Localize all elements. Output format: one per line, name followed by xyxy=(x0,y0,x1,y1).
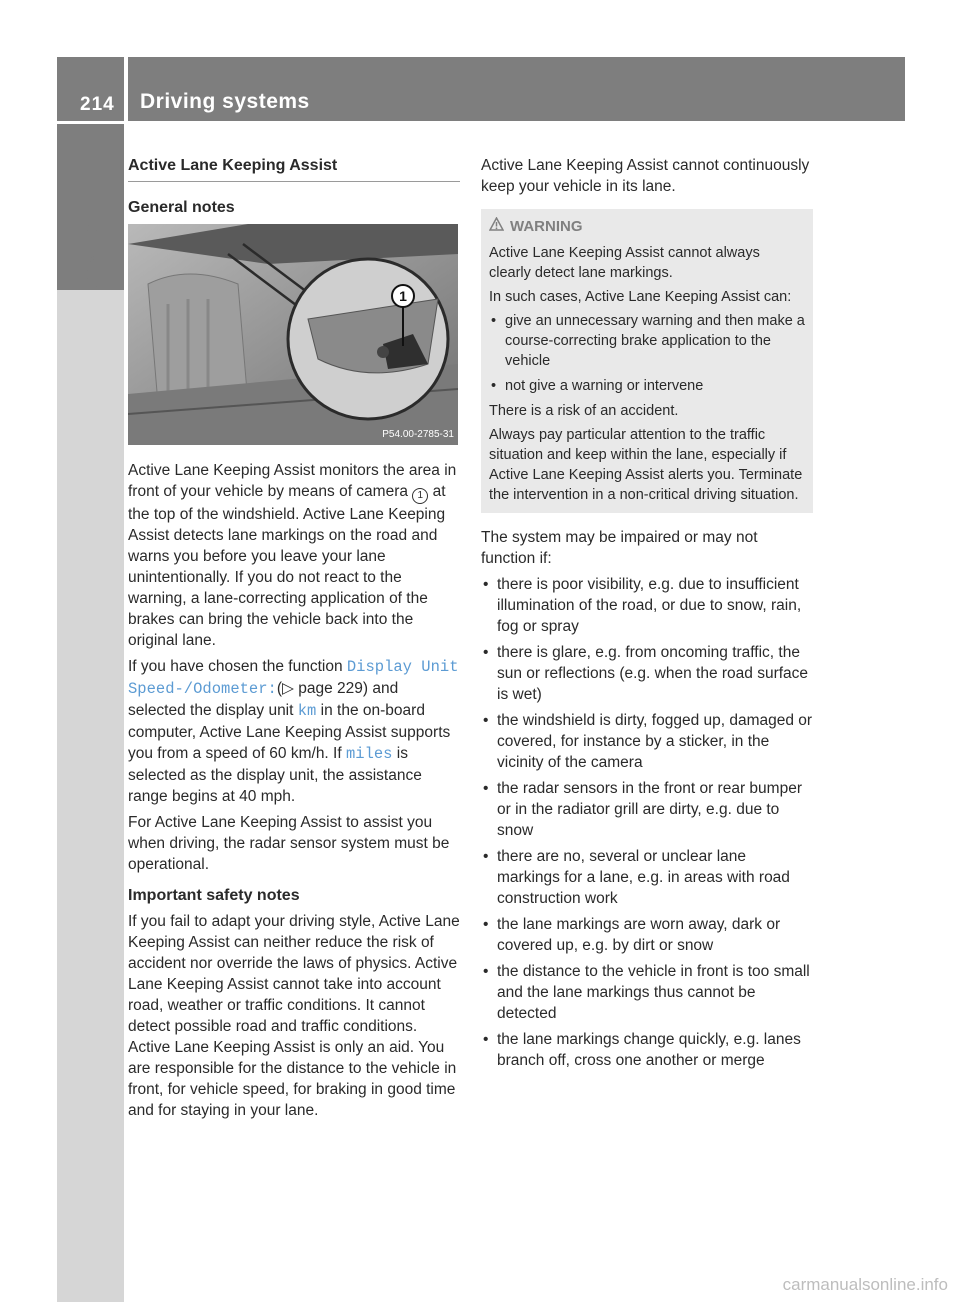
warning-text-4: Always pay particular attention to the traffic situation and keep within the lane, especially if Active Lane Keeping Assist alerts you. Terminate the intervention in a non-critical driving situation. xyxy=(489,427,803,503)
callout-1-icon: 1 xyxy=(412,488,428,504)
paragraph-intro: Active Lane Keeping Assist monitors the area in front of your vehicle by means of camera 1 at the top of the windshield. Active Lane Keeping Assist detects lane markings on the road and warns you before you leave your lane unintentionally. If you do not react to the warning, a lane-correcting application of the brakes can bring the vehicle back into the original lane. xyxy=(128,462,457,649)
list-item: • there are no, several or unclear lane markings for a lane, e.g. in areas with road construction work xyxy=(481,846,813,909)
subheading-general-notes: General notes xyxy=(128,199,235,216)
warning-text-1: Active Lane Keeping Assist cannot always clearly detect lane markings. xyxy=(489,245,760,281)
list-item: • the radar sensors in the front or rear bumper or in the radiator grill are dirty, e.g. due to snow xyxy=(481,778,813,841)
list-item: • not give a warning or intervene xyxy=(489,376,805,396)
section-title: Driving systems xyxy=(140,90,310,113)
camera-figure xyxy=(128,224,458,445)
subheading-safety: Important safety notes xyxy=(128,887,300,904)
warning-list xyxy=(489,311,805,396)
paragraph-impaired: The system may be impaired or may not function if: xyxy=(481,529,758,567)
paragraph-cannot-keep: Active Lane Keeping Assist cannot continuously keep your vehicle in its lane. xyxy=(481,157,810,195)
list-item: • there is poor visibility, e.g. due to insufficient illumination of the road, or due to snow, rain, fog or spray xyxy=(481,574,813,637)
warning-title: WARNING xyxy=(489,217,805,237)
page-number: 214 xyxy=(80,94,115,115)
footer-watermark: carmanualsonline.info xyxy=(782,1275,948,1294)
warning-box xyxy=(481,209,813,513)
left-column xyxy=(128,155,460,1126)
paragraph-safety: If you fail to adapt your driving style, Active Lane Keeping Assist can neither reduce the risk of accident nor override the laws of physics. Active Lane Keeping Assist cannot take into account road, weather or traffic conditions. It cannot detect possible road and traffic conditions. Active Lane Keeping Assist is only an aid. You are responsible for the distance to the vehicle in front, for vehicle speed, for braking in good time and for staying in your lane. xyxy=(128,913,460,1119)
impairment-list xyxy=(481,574,813,1071)
list-item: • the lane markings change quickly, e.g. lanes branch off, cross one another or merge xyxy=(481,1029,813,1071)
list-item: • the distance to the vehicle in front is too small and the lane markings thus cannot be detected xyxy=(481,961,813,1024)
figure-code: P54.00-2785-31 xyxy=(382,429,454,440)
menu-item-display-unit: Display Unit Speed-/Odometer: xyxy=(128,658,459,698)
warning-text-3: There is a risk of an accident. xyxy=(489,403,679,419)
list-item: • give an unnecessary warning and then make a course-correcting brake application to the vehicle xyxy=(489,311,805,371)
section-heading: Active Lane Keeping Assist xyxy=(128,155,460,182)
unit-km: km xyxy=(297,702,317,720)
list-item: • the lane markings are worn away, dark or covered up, e.g. by dirt or snow xyxy=(481,914,813,956)
paragraph-radar: For Active Lane Keeping Assist to assist you when driving, the radar sensor system must be operational. xyxy=(128,814,450,873)
side-margin-strip xyxy=(57,290,124,1302)
paragraph-display-unit: If you have chosen the function Display Unit Speed-/Odometer:(▷ page 229) and selected the display unit km in the on-board computer, Active Lane Keeping Assist supports you from a speed of 60 km/h. If miles is selected as the display unit, the assistance range begins at 40 mph. xyxy=(128,658,459,805)
header-separator xyxy=(124,57,128,121)
right-column xyxy=(481,155,813,1076)
warning-text-2: In such cases, Active Lane Keeping Assist can: xyxy=(489,289,792,305)
warning-triangle-icon xyxy=(489,217,504,237)
list-item: • the windshield is dirty, fogged up, damaged or covered, for instance by a sticker, in the vicinity of the camera xyxy=(481,710,813,773)
callout-number: 1 xyxy=(399,288,407,304)
list-item: • there is glare, e.g. from oncoming traffic, the sun or reflections (e.g. when the road surface is wet) xyxy=(481,642,813,705)
camera-illustration xyxy=(128,224,458,445)
unit-miles: miles xyxy=(345,745,393,763)
